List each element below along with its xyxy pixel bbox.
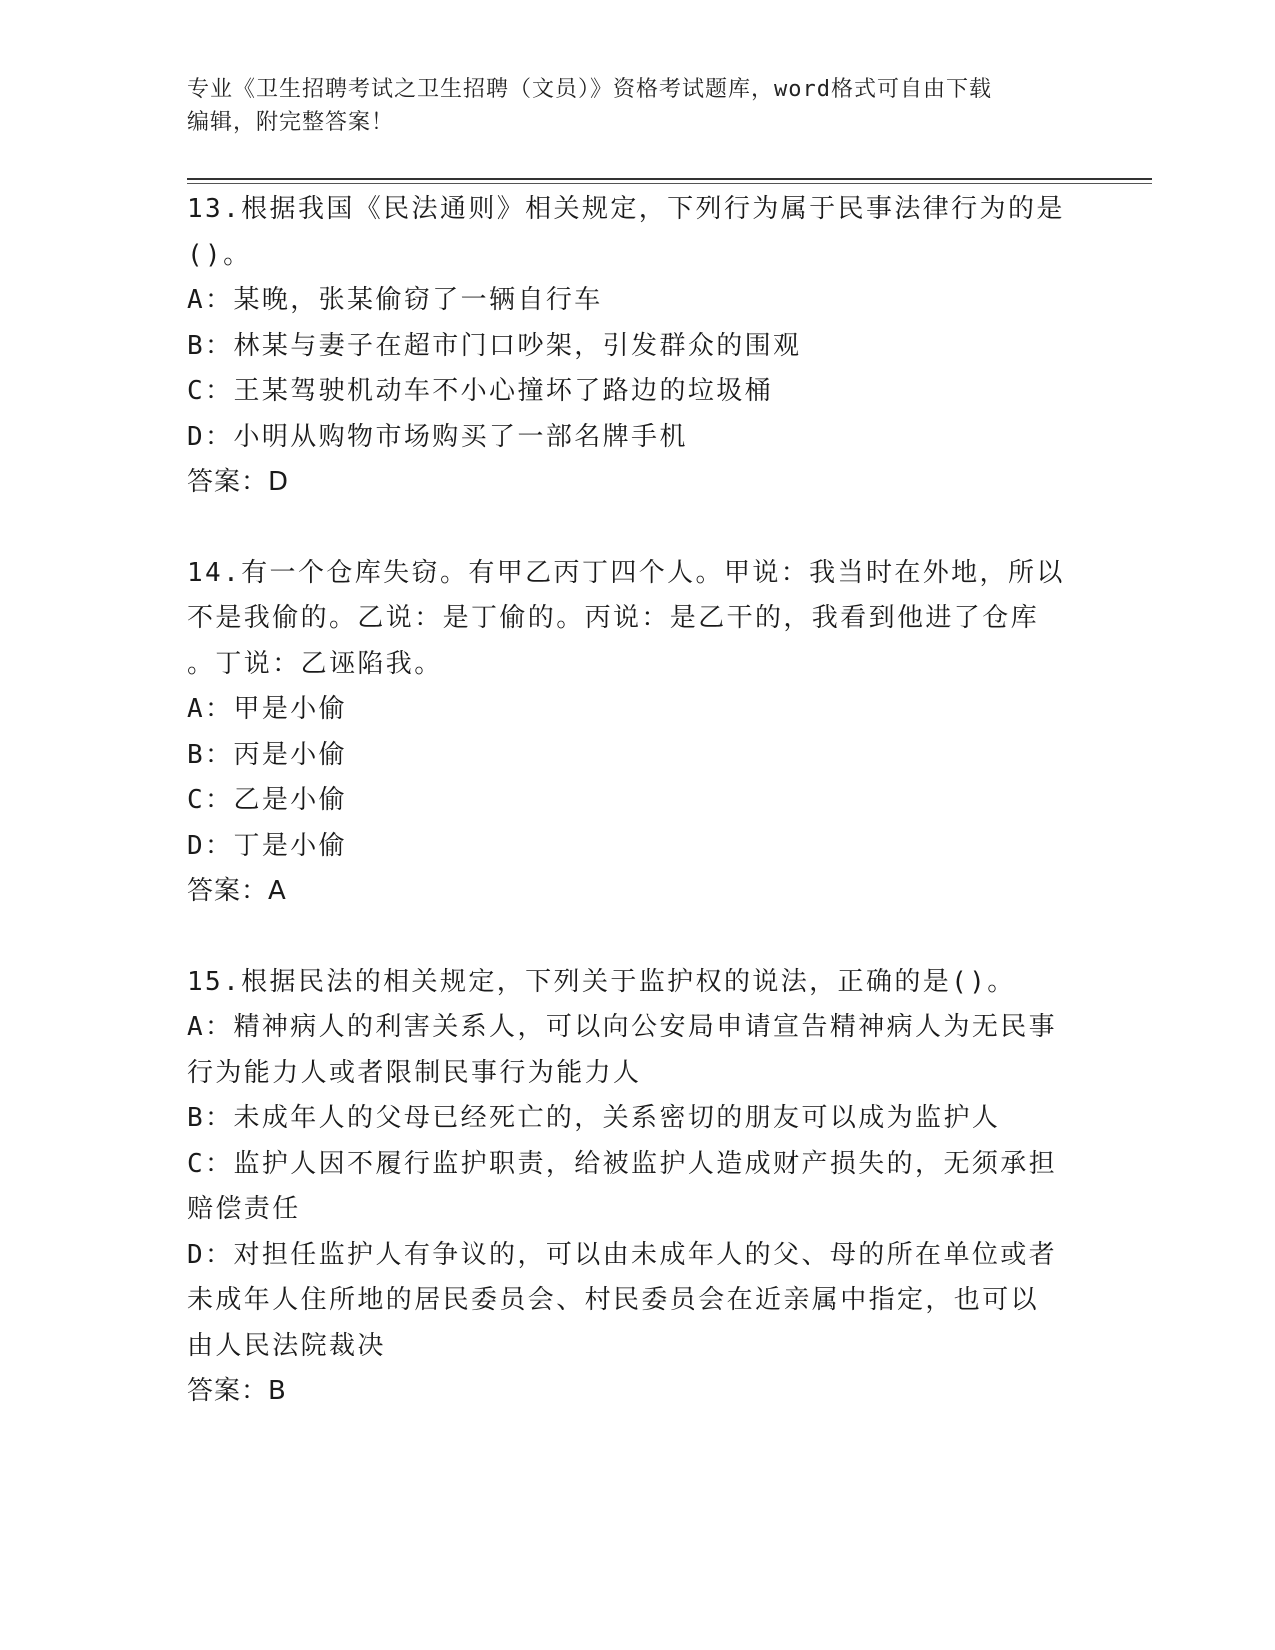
option-c: C：王某驾驶机动车不小心撞坏了路边的垃圾桶 <box>187 376 774 406</box>
option-c: C：乙是小偷 <box>187 785 348 815</box>
header-line: 专业《卫生招聘考试之卫生招聘（文员）》资格考试题库，word格式可自由下载 <box>187 77 992 102</box>
option-a: A：某晚，张某偷窃了一辆自行车 <box>187 285 603 315</box>
answer-label: 答案：D <box>187 467 290 497</box>
option-d: D：小明从购物市场购买了一部名牌手机 <box>187 421 688 452</box>
question-list <box>187 187 1077 1415</box>
option-c: C：监护人因不履行监护职责，给被监护人造成财产损失的，无须承担 <box>187 1148 1058 1179</box>
option-c-continued: 赔偿责任 <box>187 1194 301 1224</box>
question-stem: 不是我偷的。乙说：是丁偷的。丙说：是乙干的，我看到他进了仓库 <box>187 603 1040 633</box>
document-header <box>187 73 1087 139</box>
question-stem: ()。 <box>187 239 252 270</box>
question-stem: 14.有一个仓库失窃。有甲乙丙丁四个人。甲说：我当时在外地，所以 <box>187 557 1065 588</box>
option-d-continued: 由人民法院裁决 <box>187 1330 386 1361</box>
option-a-continued: 行为能力人或者限制民事行为能力人 <box>187 1057 642 1088</box>
option-b: B：林某与妻子在超市门口吵架，引发群众的围观 <box>187 330 802 361</box>
header-divider-thick <box>187 178 1152 180</box>
option-d: D：对担任监护人有争议的，可以由未成年人的父、母的所在单位或者 <box>187 1239 1058 1270</box>
answer-label: 答案：A <box>187 876 287 906</box>
answer-label: 答案：B <box>187 1376 287 1406</box>
question-14 <box>187 551 1077 915</box>
option-a: A：甲是小偷 <box>187 694 348 724</box>
option-b: B：未成年人的父母已经死亡的，关系密切的朋友可以成为监护人 <box>187 1103 1001 1133</box>
question-stem: 13.根据我国《民法通则》相关规定，下列行为属于民事法律行为的是 <box>187 194 1065 224</box>
header-line: 编辑，附完整答案！ <box>187 110 395 135</box>
option-b: B：丙是小偷 <box>187 739 348 770</box>
question-15 <box>187 960 1077 1415</box>
option-a: A：精神病人的利害关系人，可以向公安局申请宣告精神病人为无民事 <box>187 1012 1058 1042</box>
question-stem: 15.根据民法的相关规定，下列关于监护权的说法，正确的是()。 <box>187 966 1016 997</box>
option-d: D：丁是小偷 <box>187 830 348 861</box>
header-divider-thin <box>187 183 1152 184</box>
question-13 <box>187 187 1077 506</box>
option-d-continued: 未成年人住所地的居民委员会、村民委员会在近亲属中指定，也可以 <box>187 1285 1040 1315</box>
question-stem: 。丁说：乙诬陷我。 <box>187 648 443 679</box>
